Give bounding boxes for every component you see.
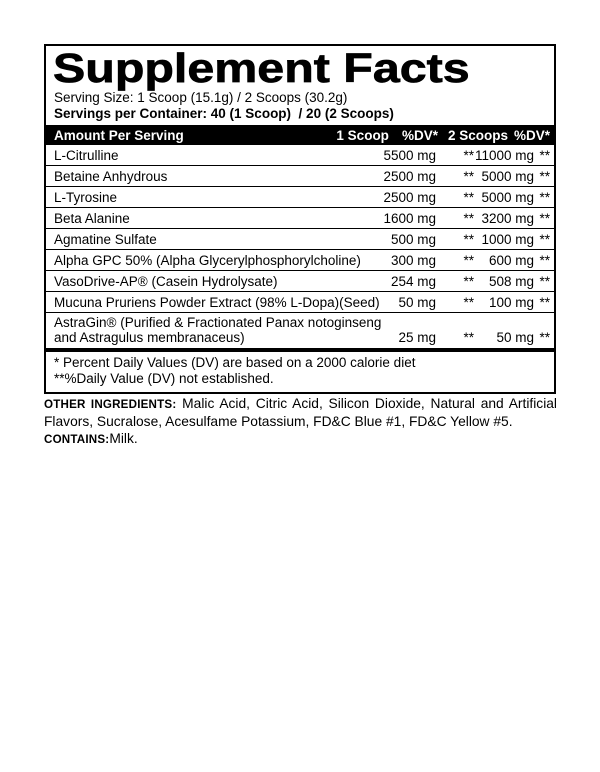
table-row bbox=[46, 165, 554, 186]
header-col-dv1: %DV* bbox=[401, 127, 438, 143]
table-row bbox=[46, 270, 554, 291]
ingredient-table bbox=[46, 145, 554, 348]
dv-2scoops: ** bbox=[539, 210, 550, 226]
amount-2scoops: 5000 mg bbox=[481, 189, 534, 205]
amount-1scoop: 500 mg bbox=[390, 231, 436, 247]
amount-2scoops: 100 mg bbox=[488, 294, 534, 310]
footnote-daily-values: * Percent Daily Values (DV) are based on a 2000 calorie diet bbox=[54, 355, 416, 370]
other-ingredients-text: Malic Acid, Citric Acid, Silicon Dioxide, Natural and Artificial Flavors, Sucralose, Acesulfame Potassium, FD&C Blue #1, FD&C Yellow #5. bbox=[44, 396, 558, 429]
dv-2scoops: ** bbox=[539, 294, 550, 310]
ingredient-name: Alpha GPC 50% (Alpha Glycerylphosphorylcholine) bbox=[54, 252, 361, 268]
contains-text: Milk. bbox=[109, 431, 138, 446]
dv-2scoops: ** bbox=[539, 273, 550, 289]
dv-2scoops: ** bbox=[539, 252, 550, 268]
amount-2scoops: 3200 mg bbox=[481, 210, 534, 226]
amount-2scoops: 600 mg bbox=[488, 252, 534, 268]
dv-1scoop: ** bbox=[463, 168, 474, 184]
table-header-bar bbox=[46, 125, 554, 145]
amount-2scoops: 50 mg bbox=[496, 330, 534, 345]
dv-1scoop: ** bbox=[463, 147, 474, 163]
dv-1scoop: ** bbox=[463, 210, 474, 226]
amount-1scoop: 1600 mg bbox=[383, 210, 436, 226]
table-row bbox=[46, 228, 554, 249]
dv-1scoop: ** bbox=[463, 273, 474, 289]
amount-1scoop: 50 mg bbox=[398, 294, 436, 310]
table-row bbox=[46, 249, 554, 270]
footnote-not-established: **%Daily Value (DV) not established. bbox=[54, 371, 274, 386]
amount-1scoop: 25 mg bbox=[398, 330, 436, 345]
header-amount-per-serving: Amount Per Serving bbox=[54, 127, 184, 143]
dv-2scoops: ** bbox=[539, 147, 550, 163]
header-col-dv2: %DV* bbox=[513, 127, 550, 143]
other-ingredients-paragraph bbox=[44, 396, 557, 430]
other-ingredients-label: OTHER INGREDIENTS: bbox=[44, 398, 177, 411]
panel-title-text: Supplement Facts bbox=[53, 45, 470, 91]
dv-1scoop: ** bbox=[463, 330, 474, 345]
ingredient-name: VasoDrive-AP® (Casein Hydrolysate) bbox=[54, 273, 278, 289]
header-col-2scoops: 2 Scoops bbox=[447, 127, 508, 143]
header-col-1scoop: 1 Scoop bbox=[336, 127, 389, 143]
dv-2scoops: ** bbox=[539, 330, 550, 345]
amount-2scoops: 11000 mg bbox=[474, 147, 534, 163]
serving-size-line: Serving Size: 1 Scoop (15.1g) / 2 Scoops (30.2g) bbox=[54, 90, 348, 105]
amount-2scoops: 5000 mg bbox=[481, 168, 534, 184]
amount-1scoop: 2500 mg bbox=[383, 168, 436, 184]
dv-2scoops: ** bbox=[539, 189, 550, 205]
table-row bbox=[46, 207, 554, 228]
table-row bbox=[46, 312, 554, 348]
table-row bbox=[46, 291, 554, 312]
dv-1scoop: ** bbox=[463, 189, 474, 205]
ingredient-name: Mucuna Pruriens Powder Extract (98% L-Dopa)(Seed) bbox=[54, 294, 380, 310]
contains-paragraph bbox=[44, 431, 138, 448]
contains-label: CONTAINS: bbox=[44, 433, 110, 446]
amount-1scoop: 5500 mg bbox=[383, 147, 436, 163]
dv-1scoop: ** bbox=[463, 231, 474, 247]
amount-1scoop: 2500 mg bbox=[383, 189, 436, 205]
dv-2scoops: ** bbox=[539, 168, 550, 184]
amount-2scoops: 1000 mg bbox=[481, 231, 534, 247]
servings-per-container-line: Servings per Container: 40 (1 Scoop) / 20 (2 Scoops) bbox=[54, 106, 394, 121]
ingredient-name: Betaine Anhydrous bbox=[54, 168, 168, 184]
amount-2scoops: 508 mg bbox=[488, 273, 534, 289]
ingredient-name: Beta Alanine bbox=[54, 210, 130, 226]
amount-1scoop: 254 mg bbox=[390, 273, 436, 289]
table-row bbox=[46, 186, 554, 207]
ingredient-name: Agmatine Sulfate bbox=[54, 231, 157, 247]
dv-2scoops: ** bbox=[539, 231, 550, 247]
table-row bbox=[46, 145, 554, 165]
panel-title bbox=[46, 46, 554, 90]
footnotes-section bbox=[46, 348, 554, 392]
supplement-facts-panel bbox=[44, 44, 556, 394]
dv-1scoop: ** bbox=[463, 294, 474, 310]
ingredient-name: L-Tyrosine bbox=[54, 189, 118, 205]
ingredient-name: AstraGin® (Purified & Fractionated Panax notoginseng and Astragulus membranaceus) bbox=[54, 315, 382, 345]
ingredient-name: L-Citrulline bbox=[54, 147, 119, 163]
amount-1scoop: 300 mg bbox=[390, 252, 436, 268]
dv-1scoop: ** bbox=[463, 252, 474, 268]
